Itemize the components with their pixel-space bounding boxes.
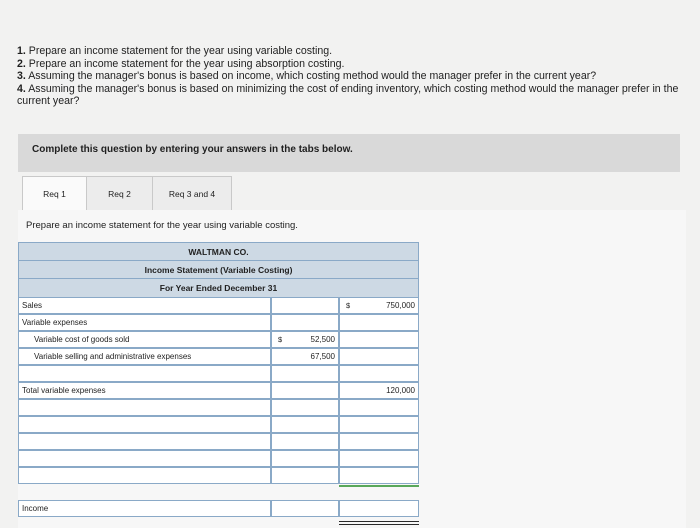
total-cell[interactable] <box>339 382 419 399</box>
row-income <box>18 500 419 517</box>
total-cell[interactable] <box>339 314 419 331</box>
currency-sign: $ <box>278 335 283 344</box>
prompt-text: Prepare an income statement for the year using variable costing. <box>26 220 298 231</box>
row-label[interactable] <box>18 467 271 484</box>
statement-period: For Year Ended December 31 <box>159 283 278 293</box>
value: 120,000 <box>386 386 415 395</box>
row-empty <box>18 433 419 450</box>
value: 750,000 <box>386 301 415 310</box>
total-cell[interactable] <box>339 416 419 433</box>
tab-bar <box>22 176 231 210</box>
question-list <box>17 45 697 108</box>
tab-req-2[interactable]: Req 2 <box>86 176 153 210</box>
total-divider <box>339 485 419 487</box>
question-4: 4. Assuming the manager's bonus is based on minimizing the cost of ending inventory, which costing method would the manager prefer in the current year? <box>17 82 679 107</box>
total-cell[interactable] <box>339 500 419 517</box>
row-variable-sga <box>18 348 419 365</box>
row-variable-expenses <box>18 314 419 331</box>
amount-cell[interactable] <box>271 416 339 433</box>
total-cell[interactable] <box>339 467 419 484</box>
tab-content <box>18 210 686 528</box>
row-label[interactable]: Sales <box>18 297 271 314</box>
amount-cell[interactable] <box>271 314 339 331</box>
statement-title: Income Statement (Variable Costing) <box>144 265 293 275</box>
row-sales <box>18 297 419 314</box>
amount-cell[interactable] <box>271 365 339 382</box>
amount-cell[interactable] <box>271 331 339 348</box>
question-3: 3. Assuming the manager's bonus is based on income, which costing method would the manager prefer in the current year? <box>17 70 597 82</box>
amount-cell[interactable] <box>271 467 339 484</box>
row-label[interactable]: Variable expenses <box>18 314 271 331</box>
value: 67,500 <box>310 352 335 361</box>
row-label[interactable] <box>18 450 271 467</box>
header-divider <box>19 260 418 261</box>
instruction-banner <box>18 134 680 172</box>
header-divider <box>19 278 418 279</box>
tab-req-3-and-4[interactable]: Req 3 and 4 <box>152 176 232 210</box>
row-empty <box>18 365 419 382</box>
amount-cell[interactable] <box>271 433 339 450</box>
company-name: WALTMAN CO. <box>188 247 249 257</box>
total-cell[interactable] <box>339 450 419 467</box>
amount-cell[interactable] <box>271 297 339 314</box>
row-label[interactable] <box>18 433 271 450</box>
row-label[interactable] <box>18 399 271 416</box>
amount-cell[interactable] <box>271 399 339 416</box>
row-label[interactable]: Total variable expenses <box>18 382 271 399</box>
value: 52,500 <box>310 335 335 344</box>
row-empty <box>18 467 419 484</box>
row-empty <box>18 416 419 433</box>
row-label[interactable]: Variable selling and administrative expenses <box>18 348 271 365</box>
question-1: 1. Prepare an income statement for the year using variable costing. <box>17 45 333 57</box>
total-cell[interactable] <box>339 365 419 382</box>
row-variable-cogs <box>18 331 419 348</box>
amount-cell[interactable] <box>271 382 339 399</box>
row-label[interactable] <box>18 416 271 433</box>
row-label[interactable] <box>18 365 271 382</box>
statement-header <box>18 242 419 302</box>
double-underline <box>339 524 419 525</box>
row-label[interactable]: Income <box>18 500 271 517</box>
total-cell[interactable] <box>339 297 419 314</box>
double-underline <box>339 521 419 522</box>
row-empty <box>18 399 419 416</box>
amount-cell[interactable] <box>271 500 339 517</box>
currency-sign: $ <box>346 301 351 310</box>
instruction-text: Complete this question by entering your answers in the tabs below. <box>32 144 353 155</box>
total-cell[interactable] <box>339 433 419 450</box>
row-total-variable-expenses <box>18 382 419 399</box>
amount-cell[interactable] <box>271 450 339 467</box>
total-cell[interactable] <box>339 331 419 348</box>
amount-cell[interactable] <box>271 348 339 365</box>
row-label[interactable]: Variable cost of goods sold <box>18 331 271 348</box>
total-cell[interactable] <box>339 399 419 416</box>
total-cell[interactable] <box>339 348 419 365</box>
row-empty <box>18 450 419 467</box>
question-2: 2. Prepare an income statement for the year using absorption costing. <box>17 57 345 70</box>
tab-req-1[interactable]: Req 1 <box>22 176 87 210</box>
